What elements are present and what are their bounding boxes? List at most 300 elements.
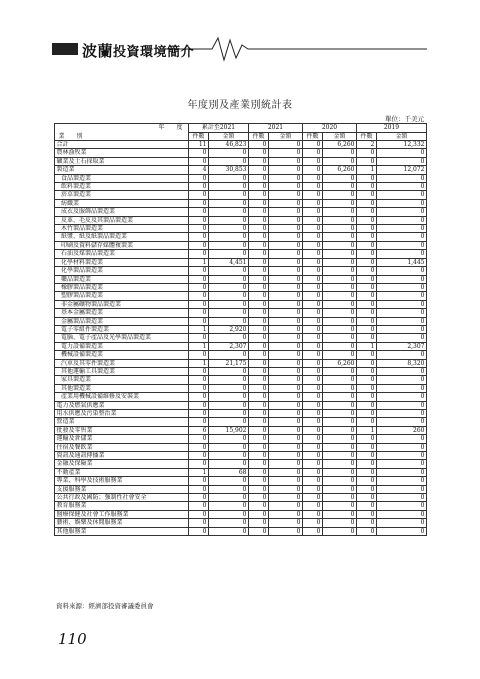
table-row (55, 342, 427, 350)
amount-cell: 0 (269, 225, 303, 233)
count-cell: 0 (189, 157, 209, 165)
amount-cell: 0 (269, 174, 303, 182)
count-cell: 0 (249, 141, 269, 149)
count-cell: 0 (357, 384, 377, 392)
industry-name-cell: 橡膠製品製造業 (55, 283, 189, 291)
industry-name-cell: 印刷及資料儲存媒體複製業 (55, 241, 189, 249)
count-cell: 0 (189, 216, 209, 224)
count-header: 件數 (189, 132, 209, 141)
amount-cell: 0 (269, 527, 303, 535)
count-cell: 0 (357, 376, 377, 384)
amount-cell: 0 (377, 334, 427, 342)
table-row (55, 225, 427, 233)
count-cell: 0 (357, 359, 377, 367)
amount-cell: 0 (269, 325, 303, 333)
count-cell: 0 (189, 452, 209, 460)
amount-cell: 0 (269, 435, 303, 443)
amount-cell: 6,260 (323, 359, 357, 367)
logo-part2: 投資環境簡介 (113, 45, 195, 60)
table-row (55, 233, 427, 241)
count-cell: 0 (249, 149, 269, 157)
count-cell: 2 (357, 141, 377, 149)
count-cell: 0 (249, 292, 269, 300)
industry-name-cell: 化學材料製造業 (55, 258, 189, 266)
amount-cell: 0 (209, 300, 249, 308)
count-cell: 0 (249, 510, 269, 518)
amount-cell: 0 (269, 477, 303, 485)
amount-cell: 0 (377, 393, 427, 401)
amount-cell: 0 (269, 410, 303, 418)
amount-cell: 0 (209, 485, 249, 493)
count-cell: 0 (357, 233, 377, 241)
amount-cell: 0 (377, 468, 427, 476)
table-row (55, 300, 427, 308)
table-row (55, 502, 427, 510)
table-row (55, 510, 427, 518)
industry-name-cell: 農林漁牧業 (55, 149, 189, 157)
amount-cell: 0 (377, 485, 427, 493)
amount-cell: 0 (269, 233, 303, 241)
amount-cell: 260 (377, 426, 427, 434)
count-cell: 0 (303, 149, 323, 157)
amount-cell: 0 (269, 191, 303, 199)
amount-cell: 0 (323, 519, 357, 527)
count-cell: 0 (303, 384, 323, 392)
count-cell: 0 (357, 199, 377, 207)
amount-cell: 0 (323, 208, 357, 216)
industry-name-cell: 其他製造業 (55, 384, 189, 392)
count-cell: 0 (303, 376, 323, 384)
table-row (55, 216, 427, 224)
amount-cell: 0 (209, 292, 249, 300)
amount-cell: 0 (377, 233, 427, 241)
count-cell: 0 (303, 225, 323, 233)
amount-cell: 0 (377, 267, 427, 275)
amount-cell: 0 (269, 208, 303, 216)
table-row (55, 418, 427, 426)
amount-cell: 0 (377, 300, 427, 308)
amount-cell: 0 (323, 468, 357, 476)
amount-cell: 0 (377, 367, 427, 375)
count-cell: 0 (249, 376, 269, 384)
amount-cell: 0 (323, 452, 357, 460)
amount-cell: 0 (323, 376, 357, 384)
count-cell: 0 (303, 174, 323, 182)
table-row (55, 401, 427, 409)
amount-cell: 0 (377, 199, 427, 207)
amount-cell: 0 (377, 241, 427, 249)
count-cell: 0 (303, 519, 323, 527)
count-cell: 0 (249, 418, 269, 426)
amount-cell: 0 (377, 183, 427, 191)
amount-cell: 0 (377, 250, 427, 258)
count-cell: 0 (249, 334, 269, 342)
amount-cell: 0 (209, 199, 249, 207)
industry-name-cell: 紙漿、紙及紙製品製造業 (55, 233, 189, 241)
industry-name-cell: 電子零組件製造業 (55, 325, 189, 333)
count-cell: 0 (189, 477, 209, 485)
table-row (55, 410, 427, 418)
amount-cell: 0 (209, 502, 249, 510)
industry-name-cell: 產業用機械設備維修及安裝業 (55, 393, 189, 401)
amount-cell: 0 (269, 367, 303, 375)
amount-cell: 2,307 (377, 342, 427, 350)
amount-cell: 0 (377, 410, 427, 418)
industry-name-cell: 合計 (55, 141, 189, 149)
count-cell: 0 (357, 435, 377, 443)
count-cell: 1 (357, 342, 377, 350)
amount-header: 金額 (269, 132, 303, 141)
table-row (55, 435, 427, 443)
amount-cell: 0 (269, 468, 303, 476)
count-cell: 0 (189, 519, 209, 527)
table-row (55, 283, 427, 291)
table-row (55, 494, 427, 502)
count-cell: 4 (189, 166, 209, 174)
count-cell: 0 (303, 267, 323, 275)
amount-cell: 0 (377, 452, 427, 460)
count-cell: 0 (357, 393, 377, 401)
count-cell: 0 (303, 367, 323, 375)
industry-name-cell: 製造業 (55, 166, 189, 174)
industry-name-cell: 教育服務業 (55, 502, 189, 510)
amount-cell: 0 (209, 443, 249, 451)
amount-cell: 0 (323, 174, 357, 182)
year-header: 2019 (357, 124, 427, 133)
amount-cell: 0 (209, 401, 249, 409)
table-row (55, 477, 427, 485)
amount-cell: 0 (323, 351, 357, 359)
count-cell: 0 (249, 477, 269, 485)
corner-industry-label: 業 別 (58, 132, 83, 140)
amount-cell: 0 (269, 157, 303, 165)
count-cell: 0 (357, 443, 377, 451)
amount-cell: 0 (323, 233, 357, 241)
table-row (55, 174, 427, 182)
amount-cell: 0 (209, 494, 249, 502)
count-cell: 0 (357, 325, 377, 333)
count-cell: 0 (189, 502, 209, 510)
table-row (55, 292, 427, 300)
count-cell: 0 (249, 241, 269, 249)
industry-name-cell: 電力設備製造業 (55, 342, 189, 350)
amount-cell: 0 (377, 401, 427, 409)
count-cell: 0 (249, 166, 269, 174)
amount-cell: 0 (209, 149, 249, 157)
amount-cell: 0 (269, 166, 303, 174)
count-cell: 0 (303, 300, 323, 308)
count-header: 件數 (249, 132, 269, 141)
amount-cell: 8,320 (377, 359, 427, 367)
amount-cell: 0 (269, 452, 303, 460)
corner-year-label: 年 度 (158, 124, 183, 131)
amount-cell: 0 (377, 494, 427, 502)
amount-cell: 0 (323, 384, 357, 392)
count-cell: 0 (249, 300, 269, 308)
count-cell: 0 (189, 485, 209, 493)
table-row (55, 376, 427, 384)
count-cell: 0 (189, 292, 209, 300)
count-cell: 0 (249, 502, 269, 510)
amount-cell: 2,920 (209, 325, 249, 333)
industry-name-cell: 成衣及服飾品製造業 (55, 208, 189, 216)
count-cell: 0 (303, 183, 323, 191)
count-cell: 0 (249, 183, 269, 191)
amount-cell: 0 (323, 309, 357, 317)
count-cell: 0 (189, 208, 209, 216)
amount-cell: 12,072 (377, 166, 427, 174)
amount-cell: 0 (323, 292, 357, 300)
amount-cell: 0 (323, 443, 357, 451)
amount-cell: 0 (269, 141, 303, 149)
corner-cell (55, 124, 189, 141)
count-cell: 0 (357, 283, 377, 291)
amount-cell: 0 (269, 275, 303, 283)
industry-name-cell: 礦業及土石採取業 (55, 157, 189, 165)
count-cell: 0 (249, 460, 269, 468)
year-header: 累計至2021 (189, 124, 249, 133)
amount-cell: 21,175 (209, 359, 249, 367)
count-cell: 0 (357, 527, 377, 535)
amount-cell: 0 (323, 241, 357, 249)
amount-cell: 0 (269, 342, 303, 350)
count-cell: 0 (189, 199, 209, 207)
count-cell: 0 (303, 359, 323, 367)
count-header: 件數 (357, 132, 377, 141)
count-cell: 0 (357, 317, 377, 325)
count-cell: 0 (249, 325, 269, 333)
page-header (52, 36, 427, 62)
amount-cell: 0 (209, 510, 249, 518)
industry-name-cell: 飲料製造業 (55, 183, 189, 191)
amount-cell: 0 (269, 309, 303, 317)
table-title: 年度別及產業別統計表 (187, 100, 293, 111)
count-cell: 0 (303, 157, 323, 165)
count-cell: 0 (303, 443, 323, 451)
count-cell: 0 (189, 527, 209, 535)
count-cell: 0 (189, 149, 209, 157)
logo-part1: 波蘭 (82, 42, 114, 60)
count-cell: 0 (189, 410, 209, 418)
count-cell: 0 (357, 401, 377, 409)
amount-cell: 0 (209, 435, 249, 443)
amount-cell: 0 (323, 267, 357, 275)
amount-cell: 0 (209, 191, 249, 199)
amount-cell: 15,902 (209, 426, 249, 434)
count-cell: 0 (303, 275, 323, 283)
amount-cell: 0 (323, 401, 357, 409)
amount-cell: 0 (269, 149, 303, 157)
count-cell: 0 (249, 191, 269, 199)
header-row-years (55, 124, 427, 133)
count-cell: 0 (249, 199, 269, 207)
count-cell: 0 (189, 309, 209, 317)
table-row (55, 384, 427, 392)
page-number: 110 (58, 630, 87, 648)
count-header: 件數 (303, 132, 323, 141)
industry-name-cell: 藥品製造業 (55, 275, 189, 283)
count-cell: 0 (357, 183, 377, 191)
count-cell: 0 (303, 309, 323, 317)
table-row (55, 208, 427, 216)
count-cell: 0 (357, 485, 377, 493)
amount-cell: 0 (209, 452, 249, 460)
statistics-table (54, 123, 427, 536)
count-cell: 0 (249, 258, 269, 266)
amount-cell: 0 (323, 426, 357, 434)
count-cell: 0 (189, 351, 209, 359)
amount-cell: 0 (209, 519, 249, 527)
count-cell: 0 (303, 460, 323, 468)
industry-name-cell: 電腦、電子產品及光學製品製造業 (55, 334, 189, 342)
amount-cell: 6,260 (323, 166, 357, 174)
count-cell: 0 (189, 384, 209, 392)
count-cell: 0 (249, 410, 269, 418)
count-cell: 0 (357, 510, 377, 518)
amount-cell: 0 (209, 477, 249, 485)
amount-cell: 0 (269, 418, 303, 426)
count-cell: 0 (249, 401, 269, 409)
count-cell: 0 (189, 401, 209, 409)
count-cell: 0 (303, 317, 323, 325)
count-cell: 0 (189, 510, 209, 518)
table-row (55, 325, 427, 333)
industry-name-cell: 醫療保健及社會工作服務業 (55, 510, 189, 518)
count-cell: 0 (249, 309, 269, 317)
table-row (55, 485, 427, 493)
count-cell: 0 (303, 510, 323, 518)
count-cell: 0 (357, 334, 377, 342)
amount-cell: 0 (323, 334, 357, 342)
count-cell: 0 (303, 468, 323, 476)
count-cell: 0 (357, 309, 377, 317)
amount-cell: 0 (269, 317, 303, 325)
table-row (55, 241, 427, 249)
count-cell: 0 (189, 367, 209, 375)
count-cell: 0 (249, 519, 269, 527)
count-cell: 0 (189, 191, 209, 199)
count-cell: 0 (357, 267, 377, 275)
table-row (55, 157, 427, 165)
count-cell: 0 (189, 494, 209, 502)
count-cell: 0 (189, 283, 209, 291)
count-cell: 0 (249, 359, 269, 367)
count-cell: 0 (249, 494, 269, 502)
amount-cell: 0 (377, 157, 427, 165)
count-cell: 0 (357, 468, 377, 476)
amount-cell: 0 (323, 435, 357, 443)
amount-cell: 0 (323, 510, 357, 518)
amount-cell: 0 (323, 183, 357, 191)
industry-name-cell: 基本金屬製造業 (55, 309, 189, 317)
amount-cell: 0 (209, 418, 249, 426)
count-cell: 11 (189, 141, 209, 149)
amount-cell: 0 (269, 460, 303, 468)
amount-cell: 0 (209, 233, 249, 241)
count-cell: 0 (249, 157, 269, 165)
amount-header: 金額 (377, 132, 427, 141)
count-cell: 0 (303, 502, 323, 510)
amount-header: 金額 (209, 132, 249, 141)
amount-cell: 0 (209, 157, 249, 165)
amount-cell: 0 (209, 241, 249, 249)
amount-cell: 0 (269, 485, 303, 493)
count-cell: 0 (189, 241, 209, 249)
amount-cell: 0 (323, 342, 357, 350)
table-row (55, 141, 427, 149)
count-cell: 0 (303, 233, 323, 241)
amount-cell: 0 (323, 410, 357, 418)
amount-cell: 0 (269, 334, 303, 342)
amount-cell: 0 (323, 418, 357, 426)
count-cell: 0 (357, 208, 377, 216)
count-cell: 0 (303, 258, 323, 266)
table-row (55, 275, 427, 283)
count-cell: 0 (249, 208, 269, 216)
table-row (55, 334, 427, 342)
amount-cell: 0 (323, 225, 357, 233)
industry-name-cell: 營造業 (55, 418, 189, 426)
amount-cell: 0 (269, 519, 303, 527)
count-cell: 0 (249, 485, 269, 493)
industry-name-cell: 支援服務業 (55, 485, 189, 493)
count-cell: 0 (189, 267, 209, 275)
count-cell: 0 (249, 468, 269, 476)
industry-name-cell: 食品製造業 (55, 174, 189, 182)
year-header: 2021 (249, 124, 303, 133)
amount-cell: 0 (209, 460, 249, 468)
count-cell: 6 (189, 426, 209, 434)
amount-cell: 0 (269, 502, 303, 510)
amount-cell: 2,307 (209, 342, 249, 350)
amount-cell: 0 (323, 275, 357, 283)
industry-name-cell: 其他服務業 (55, 527, 189, 535)
industry-name-cell: 電力及燃氣供應業 (55, 401, 189, 409)
count-cell: 0 (357, 494, 377, 502)
industry-name-cell: 用水供應及污染整治業 (55, 410, 189, 418)
count-cell: 0 (249, 275, 269, 283)
count-cell: 0 (357, 149, 377, 157)
amount-cell: 4,451 (209, 258, 249, 266)
count-cell: 0 (189, 460, 209, 468)
table-row (55, 183, 427, 191)
count-cell: 0 (357, 477, 377, 485)
count-cell: 0 (357, 418, 377, 426)
amount-cell: 0 (377, 208, 427, 216)
amount-cell: 0 (209, 527, 249, 535)
amount-cell: 0 (323, 199, 357, 207)
amount-cell: 0 (269, 393, 303, 401)
count-cell: 0 (249, 317, 269, 325)
amount-cell: 0 (269, 292, 303, 300)
count-cell: 0 (189, 183, 209, 191)
count-cell: 0 (357, 241, 377, 249)
count-cell: 0 (249, 342, 269, 350)
count-cell: 0 (303, 435, 323, 443)
amount-cell: 0 (323, 300, 357, 308)
count-cell: 0 (189, 250, 209, 258)
count-cell: 0 (303, 342, 323, 350)
count-cell: 1 (189, 468, 209, 476)
count-cell: 0 (357, 452, 377, 460)
count-cell: 0 (249, 174, 269, 182)
count-cell: 0 (249, 216, 269, 224)
amount-cell: 0 (377, 283, 427, 291)
count-cell: 0 (303, 292, 323, 300)
table-row (55, 149, 427, 157)
count-cell: 0 (303, 283, 323, 291)
table-row (55, 199, 427, 207)
